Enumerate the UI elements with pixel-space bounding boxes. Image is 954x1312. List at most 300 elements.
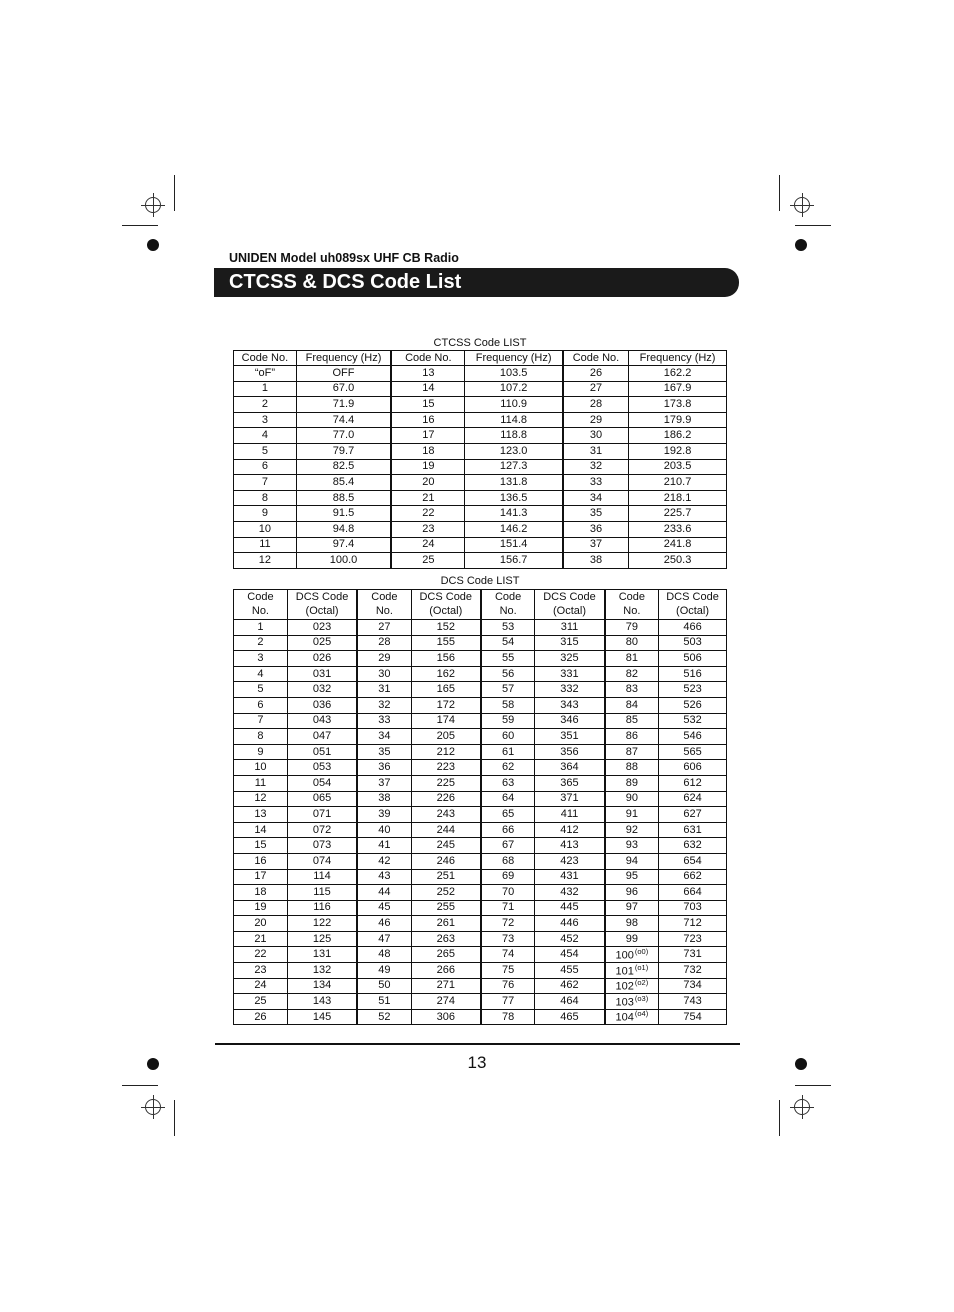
dcs-cell-value: 115 <box>313 885 331 898</box>
ctcss-cell: 30 <box>563 428 629 444</box>
ctcss-cell: 3 <box>234 412 297 428</box>
dcs-cell <box>234 620 288 636</box>
ctcss-cell: 11 <box>234 537 297 553</box>
dcs-cell-value: 311 <box>560 620 579 633</box>
ctcss-row <box>234 537 727 553</box>
dcs-header-line: No. <box>251 604 269 617</box>
dcs-cell <box>234 885 288 901</box>
dcs-table <box>233 589 727 1025</box>
dcs-cell-value: 025 <box>312 636 332 649</box>
dcs-cell-value: 69 <box>502 870 515 883</box>
dcs-cell-value: 306 <box>436 1010 455 1023</box>
dcs-cell <box>234 978 288 994</box>
dcs-cell <box>659 994 727 1010</box>
dcs-row <box>234 947 727 963</box>
dcs-cell-value: 252 <box>436 885 455 898</box>
ctcss-cell: 74.4 <box>296 412 391 428</box>
dcs-cell <box>234 822 288 838</box>
dcs-cell-value: 174 <box>436 714 455 727</box>
dcs-cell <box>481 885 535 901</box>
dcs-cell-value: 104 <box>615 1011 634 1024</box>
dcs-cell-value: 41 <box>378 839 391 852</box>
dcs-cell-value: 39 <box>378 807 391 820</box>
ctcss-cell: 162.2 <box>629 366 727 382</box>
dcs-cell-value: 102 <box>615 980 634 993</box>
dcs-cell-value: 132 <box>312 963 332 976</box>
ctcss-cell: 19 <box>391 459 465 475</box>
dcs-cell <box>535 651 605 667</box>
dcs-cell <box>481 947 535 963</box>
dcs-cell <box>481 791 535 807</box>
ctcss-cell: 71.9 <box>296 397 391 413</box>
dcs-cell <box>234 713 288 729</box>
dcs-cell <box>234 994 288 1010</box>
dcs-cell <box>659 1009 727 1025</box>
ctcss-cell: 94.8 <box>296 521 391 537</box>
dcs-cell-value: 731 <box>683 948 702 961</box>
dcs-cell-value: 85 <box>625 714 638 727</box>
dcs-cell <box>287 713 357 729</box>
dcs-cell <box>287 1009 357 1025</box>
dcs-cell <box>357 620 411 636</box>
ctcss-cell: 24 <box>391 537 465 553</box>
dcs-cell <box>481 775 535 791</box>
ctcss-row <box>234 521 727 537</box>
dcs-cell-value: 255 <box>436 901 455 914</box>
ctcss-cell: 13 <box>391 366 465 382</box>
dcs-cell <box>411 729 481 745</box>
dcs-cell-value: 1 <box>257 620 264 633</box>
dcs-cell-value: 29 <box>378 651 391 664</box>
dcs-cell <box>411 775 481 791</box>
dcs-cell <box>357 1009 411 1025</box>
registration-mark-icon <box>794 197 810 213</box>
dcs-cell <box>605 978 659 994</box>
ctcss-cell: 233.6 <box>629 521 727 537</box>
dcs-cell <box>605 682 659 698</box>
ctcss-cell: 186.2 <box>629 428 727 444</box>
dcs-cell <box>234 775 288 791</box>
dcs-cell-value: 3 <box>257 651 264 664</box>
dcs-cell <box>659 635 727 651</box>
dcs-cell <box>481 916 535 932</box>
dcs-cell <box>535 775 605 791</box>
dcs-cell-value: 89 <box>625 776 638 789</box>
dcs-cell <box>659 978 727 994</box>
dcs-cell-value: 9 <box>257 745 264 758</box>
dcs-row <box>234 697 727 713</box>
dcs-row <box>234 651 727 667</box>
ctcss-cell: 146.2 <box>465 521 563 537</box>
dcs-cell <box>287 885 357 901</box>
dcs-cell <box>605 869 659 885</box>
dcs-cell-value: 50 <box>378 979 391 992</box>
dcs-cell <box>287 760 357 776</box>
dcs-cell-value: 464 <box>560 995 579 1008</box>
dcs-cell-value: 506 <box>683 651 702 664</box>
dcs-cell-value: 21 <box>254 932 267 945</box>
dcs-cell <box>357 651 411 667</box>
ctcss-header-cell: Frequency (Hz) <box>465 351 563 366</box>
ctcss-row <box>234 397 727 413</box>
crop-dot-icon <box>795 239 807 251</box>
ctcss-cell: 250.3 <box>629 553 727 569</box>
dcs-cell-value: 31 <box>378 683 391 696</box>
dcs-cell <box>481 620 535 636</box>
dcs-cell-value: 96 <box>625 885 638 898</box>
dcs-cell-value: 271 <box>436 979 455 992</box>
dcs-cell <box>411 1009 481 1025</box>
dcs-cell-value: 152 <box>436 620 455 633</box>
dcs-cell-value: 97 <box>625 901 638 914</box>
dcs-cell-value: 92 <box>625 823 638 836</box>
dcs-cell-value: 664 <box>683 885 702 898</box>
dcs-cell-value: 162 <box>436 667 455 680</box>
dcs-header-line: No. <box>499 604 517 617</box>
dcs-cell <box>481 729 535 745</box>
dcs-cell-value: 155 <box>436 636 455 649</box>
dcs-cell-value: 031 <box>312 667 332 680</box>
dcs-row <box>234 666 727 682</box>
dcs-cell-value: 703 <box>683 901 702 914</box>
dcs-cell-value: 75 <box>502 963 515 976</box>
ctcss-cell: 225.7 <box>629 506 727 522</box>
dcs-cell <box>481 666 535 682</box>
dcs-cell <box>535 963 605 979</box>
ctcss-row <box>234 475 727 491</box>
dcs-cell-value: 83 <box>625 683 638 696</box>
dcs-cell <box>659 666 727 682</box>
ctcss-cell: 6 <box>234 459 297 475</box>
dcs-cell-value: 364 <box>560 761 579 774</box>
dcs-cell <box>659 916 727 932</box>
dcs-row <box>234 853 727 869</box>
dcs-cell-value: 14 <box>254 823 267 836</box>
dcs-cell-value: 72 <box>502 917 515 930</box>
dcs-header-cell <box>287 590 357 620</box>
dcs-cell <box>411 760 481 776</box>
dcs-cell-value: 225 <box>436 776 455 789</box>
ctcss-cell: 210.7 <box>629 475 727 491</box>
ctcss-cell: 14 <box>391 381 465 397</box>
dcs-cell <box>357 838 411 854</box>
ctcss-row <box>234 366 727 382</box>
dcs-cell-value: 026 <box>312 651 332 664</box>
dcs-cell-value: 71 <box>502 901 515 914</box>
dcs-cell <box>659 651 727 667</box>
dcs-cell-value: 18 <box>254 885 267 898</box>
dcs-cell-value: 432 <box>560 885 579 898</box>
dcs-row <box>234 963 727 979</box>
dcs-cell-value: 243 <box>436 807 455 820</box>
dcs-cell-value: 57 <box>502 683 515 696</box>
dcs-cell <box>481 900 535 916</box>
ctcss-cell: 31 <box>563 443 629 459</box>
dcs-row <box>234 807 727 823</box>
dcs-cell <box>357 916 411 932</box>
ctcss-cell: OFF <box>296 366 391 382</box>
dcs-cell-value: 49 <box>378 963 391 976</box>
dcs-cell-value: 58 <box>502 698 515 711</box>
dcs-header-line: (Octal) <box>305 604 339 617</box>
dcs-cell <box>411 744 481 760</box>
dcs-cell-value: 546 <box>683 729 702 742</box>
dcs-cell <box>605 931 659 947</box>
dcs-cell-value: 251 <box>436 870 455 883</box>
dcs-cell <box>234 900 288 916</box>
dcs-cell-value: 56 <box>502 667 515 680</box>
dcs-header-line: No. <box>375 604 393 617</box>
dcs-cell-value: 103 <box>615 996 634 1009</box>
dcs-cell-value: 5 <box>257 683 264 696</box>
dcs-cell <box>411 822 481 838</box>
ctcss-row <box>234 459 727 475</box>
dcs-cell-value: 454 <box>560 948 579 961</box>
dcs-cell <box>287 791 357 807</box>
dcs-cell-value: 65 <box>502 807 515 820</box>
dcs-cell <box>287 697 357 713</box>
dcs-cell <box>357 853 411 869</box>
dcs-cell-value: 19 <box>254 901 267 914</box>
dcs-cell-value: 52 <box>378 1010 391 1023</box>
ctcss-cell: 82.5 <box>296 459 391 475</box>
dcs-cell <box>411 978 481 994</box>
dcs-cell-value: 100 <box>615 949 634 962</box>
dcs-cell-value: 88 <box>625 761 638 774</box>
dcs-cell-value: 47 <box>378 932 391 945</box>
dcs-cell <box>605 994 659 1010</box>
ctcss-cell: 21 <box>391 490 465 506</box>
registration-mark-icon <box>145 197 161 213</box>
dcs-cell-value: 131 <box>312 948 332 961</box>
dcs-cell-value: 17 <box>254 870 267 883</box>
ctcss-cell: 7 <box>234 475 297 491</box>
dcs-row <box>234 994 727 1010</box>
dcs-header-line: DCS Code <box>419 591 473 604</box>
dcs-cell-value: 413 <box>560 839 579 852</box>
section-title: CTCSS & DCS Code List <box>229 271 462 293</box>
ctcss-cell: 136.5 <box>465 490 563 506</box>
dcs-cell-value: 462 <box>560 979 579 992</box>
dcs-cell <box>234 931 288 947</box>
dcs-row <box>234 822 727 838</box>
dcs-row <box>234 682 727 698</box>
dcs-cell <box>287 822 357 838</box>
dcs-cell <box>605 635 659 651</box>
dcs-row <box>234 885 727 901</box>
dcs-cell-value: 70 <box>502 885 515 898</box>
dcs-cell <box>481 822 535 838</box>
ctcss-header-cell: Frequency (Hz) <box>296 351 391 366</box>
dcs-cell <box>481 869 535 885</box>
dcs-cell <box>659 713 727 729</box>
dcs-cell <box>357 760 411 776</box>
dcs-cell <box>287 807 357 823</box>
ctcss-cell: 5 <box>234 443 297 459</box>
dcs-cell-value: 54 <box>502 636 515 649</box>
dcs-cell-value: 023 <box>312 620 332 633</box>
dcs-cell-value: 246 <box>436 854 455 867</box>
dcs-cell-value: 526 <box>683 698 702 711</box>
dcs-code-note: (o3) <box>634 993 649 1003</box>
dcs-cell <box>535 822 605 838</box>
dcs-cell <box>605 838 659 854</box>
dcs-cell-value: 77 <box>502 995 515 1008</box>
dcs-cell <box>605 729 659 745</box>
dcs-cell-value: 84 <box>625 698 638 711</box>
dcs-header-line: DCS Code <box>666 591 719 604</box>
dcs-cell <box>659 729 727 745</box>
dcs-cell <box>535 978 605 994</box>
dcs-cell-value: 28 <box>378 636 391 649</box>
dcs-cell-value: 81 <box>625 651 638 664</box>
dcs-cell <box>605 775 659 791</box>
ctcss-cell: 167.9 <box>629 381 727 397</box>
page-number: 13 <box>467 1053 487 1072</box>
dcs-cell <box>659 744 727 760</box>
dcs-cell-value: 516 <box>683 667 702 680</box>
dcs-cell-value: 15 <box>254 839 267 852</box>
dcs-cell <box>481 760 535 776</box>
ctcss-cell: 32 <box>563 459 629 475</box>
dcs-cell-value: 624 <box>683 792 702 805</box>
dcs-cell <box>605 947 659 963</box>
ctcss-cell: 100.0 <box>296 553 391 569</box>
dcs-row <box>234 620 727 636</box>
dcs-header-cell <box>481 590 535 620</box>
dcs-cell <box>234 791 288 807</box>
dcs-cell-value: 80 <box>625 636 638 649</box>
dcs-cell-value: 79 <box>625 620 638 633</box>
dcs-cell-value: 98 <box>625 917 638 930</box>
ctcss-header-cell: Frequency (Hz) <box>629 351 727 366</box>
dcs-cell <box>659 775 727 791</box>
dcs-cell-value: 134 <box>312 979 332 992</box>
dcs-cell-value: 125 <box>312 932 332 945</box>
dcs-cell-value: 25 <box>254 995 267 1008</box>
dcs-row <box>234 900 727 916</box>
dcs-cell <box>535 838 605 854</box>
dcs-cell-value: 35 <box>378 745 391 758</box>
dcs-cell <box>481 978 535 994</box>
dcs-cell <box>659 869 727 885</box>
dcs-cell-value: 114 <box>313 870 331 883</box>
dcs-row <box>234 869 727 885</box>
dcs-cell-value: 143 <box>312 995 332 1008</box>
dcs-cell <box>411 682 481 698</box>
dcs-cell <box>287 963 357 979</box>
dcs-cell <box>357 807 411 823</box>
dcs-cell <box>659 885 727 901</box>
dcs-cell-value: 122 <box>312 917 332 930</box>
dcs-cell-value: 46 <box>378 917 391 930</box>
dcs-cell <box>357 885 411 901</box>
dcs-cell <box>357 994 411 1010</box>
dcs-cell <box>659 900 727 916</box>
dcs-cell <box>411 963 481 979</box>
dcs-cell-value: 67 <box>502 839 515 852</box>
dcs-cell-value: 32 <box>378 698 391 711</box>
dcs-cell <box>234 666 288 682</box>
dcs-cell-value: 245 <box>436 839 455 852</box>
dcs-cell-value: 93 <box>625 839 638 852</box>
dcs-cell <box>535 994 605 1010</box>
dcs-cell <box>535 885 605 901</box>
dcs-cell-value: 48 <box>378 948 391 961</box>
ctcss-cell: 22 <box>391 506 465 522</box>
crop-dot-icon <box>147 239 159 251</box>
dcs-cell-value: 412 <box>560 823 579 836</box>
dcs-cell-value: 2 <box>257 636 264 649</box>
dcs-cell-value: 465 <box>560 1010 579 1023</box>
dcs-cell-value: 466 <box>683 620 702 633</box>
dcs-cell <box>287 620 357 636</box>
dcs-cell-value: 20 <box>254 917 267 930</box>
dcs-cell <box>357 869 411 885</box>
dcs-cell <box>659 931 727 947</box>
ctcss-cell: 26 <box>563 366 629 382</box>
dcs-code-note: (o2) <box>634 978 649 988</box>
dcs-cell-value: 24 <box>254 979 267 992</box>
dcs-cell-value: 654 <box>683 854 702 867</box>
dcs-cell-value: 743 <box>683 995 702 1008</box>
ctcss-cell: 88.5 <box>296 490 391 506</box>
dcs-cell-value: 226 <box>436 792 455 805</box>
dcs-cell <box>605 916 659 932</box>
dcs-cell-value: 532 <box>683 714 702 727</box>
dcs-cell <box>234 916 288 932</box>
dcs-cell <box>234 853 288 869</box>
dcs-cell-value: 7 <box>257 714 264 727</box>
dcs-cell-value: 76 <box>502 979 515 992</box>
dcs-cell <box>535 666 605 682</box>
dcs-cell-value: 61 <box>502 745 515 758</box>
dcs-row <box>234 775 727 791</box>
dcs-cell <box>234 947 288 963</box>
dcs-cell-value: 265 <box>436 948 455 961</box>
dcs-cell <box>234 697 288 713</box>
dcs-cell-value: 37 <box>378 776 391 789</box>
dcs-cell <box>411 666 481 682</box>
dcs-cell-value: 36 <box>378 761 391 774</box>
dcs-cell-value: 101 <box>615 965 634 978</box>
ctcss-row <box>234 490 727 506</box>
ctcss-cell: 27 <box>563 381 629 397</box>
dcs-cell-value: 274 <box>436 995 455 1008</box>
dcs-cell-value: 23 <box>254 963 267 976</box>
dcs-cell-value: 40 <box>378 823 391 836</box>
ctcss-cell: 16 <box>391 412 465 428</box>
ctcss-cell: 118.8 <box>465 428 563 444</box>
dcs-cell-value: 051 <box>312 745 332 758</box>
dcs-cell <box>605 666 659 682</box>
dcs-cell <box>287 853 357 869</box>
dcs-row <box>234 744 727 760</box>
dcs-cell <box>411 869 481 885</box>
dcs-cell <box>481 963 535 979</box>
dcs-cell <box>659 682 727 698</box>
dcs-cell <box>659 791 727 807</box>
dcs-cell <box>535 760 605 776</box>
dcs-cell-value: 662 <box>683 870 702 883</box>
dcs-cell <box>411 994 481 1010</box>
ctcss-cell: 2 <box>234 397 297 413</box>
ctcss-cell: 241.8 <box>629 537 727 553</box>
ctcss-cell: 4 <box>234 428 297 444</box>
ctcss-row <box>234 443 727 459</box>
dcs-header-cell <box>234 590 288 620</box>
dcs-header-line: Code <box>494 591 522 604</box>
